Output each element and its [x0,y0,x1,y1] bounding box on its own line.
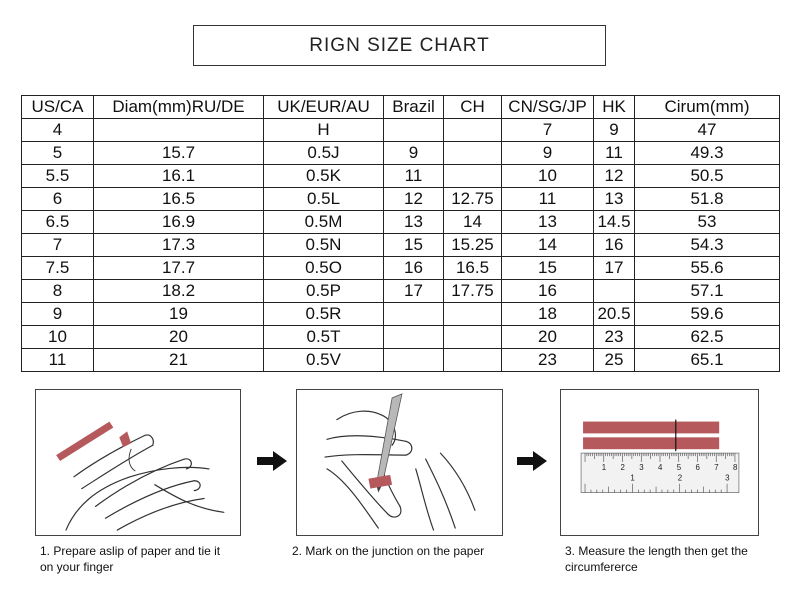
ruler-cm-label: 2 [620,462,625,472]
table-cell: 12 [384,188,444,211]
step-2-caption [292,543,522,559]
table-cell: 17 [594,257,635,280]
table-cell [94,119,264,142]
table-cell [444,119,502,142]
header-ch: CH [444,96,502,119]
arrow-right-icon [257,451,287,471]
table-cell: 65.1 [635,349,780,372]
table-cell: 0.5V [264,349,384,372]
table-cell: 10 [22,326,94,349]
table-cell: 9 [594,119,635,142]
table-cell: 11 [594,142,635,165]
table-cell: 20 [94,326,264,349]
table-cell: 0.5O [264,257,384,280]
table-cell: 0.5K [264,165,384,188]
table-cell: 16.5 [444,257,502,280]
hand-marking-paper-icon [297,390,502,535]
step-1-line-2: on your finger [40,560,114,574]
table-cell: 16 [502,280,594,303]
table-cell: 8 [22,280,94,303]
header-diameter: Diam(mm)RU/DE [94,96,264,119]
table-row [22,119,780,142]
ruler-measure-icon [561,390,758,535]
table-cell: 15.25 [444,234,502,257]
table-cell: 21 [94,349,264,372]
table-cell: 16.9 [94,211,264,234]
table-cell: 6 [22,188,94,211]
table-cell [594,280,635,303]
header-us-ca: US/CA [22,96,94,119]
table-cell: 18 [502,303,594,326]
table-row [22,165,780,188]
table-cell: 16 [594,234,635,257]
ruler-cm-label: 6 [695,462,700,472]
table-cell: 23 [502,349,594,372]
step2-illustration [296,389,503,536]
hand-with-paper-strip-icon [36,390,240,535]
table-row [22,188,780,211]
table-cell: 13 [384,211,444,234]
table-cell: 11 [22,349,94,372]
table-cell: 49.3 [635,142,780,165]
table-cell: 15 [384,234,444,257]
table-cell: 4 [22,119,94,142]
table-cell: 55.6 [635,257,780,280]
table-cell [384,349,444,372]
ruler-cm-label: 8 [732,462,738,472]
table-cell: 16.5 [94,188,264,211]
arrow-right-icon [517,451,547,471]
step-3-line-2: circumfererce [565,560,638,574]
header-circumference: Cirum(mm) [635,96,780,119]
table-cell: 15.7 [94,142,264,165]
table-cell: 19 [94,303,264,326]
paper-strip-bottom [583,437,719,449]
ring-size-table [21,95,780,372]
table-cell: 0.5L [264,188,384,211]
table-cell: 6.5 [22,211,94,234]
table-cell: 50.5 [635,165,780,188]
table-cell: 13 [594,188,635,211]
header-brazil: Brazil [384,96,444,119]
table-cell: 5 [22,142,94,165]
table-cell: 53 [635,211,780,234]
table-header-row [22,96,780,119]
table-cell: 14.5 [594,211,635,234]
ruler-inch-label: 3 [725,473,730,483]
table-row [22,326,780,349]
table-row [22,303,780,326]
table-cell: 5.5 [22,165,94,188]
ruler-inch-label: 1 [630,473,635,483]
table-cell: 13 [502,211,594,234]
table-cell: 17.3 [94,234,264,257]
table-cell [384,303,444,326]
table-cell: 47 [635,119,780,142]
table-cell: 16.1 [94,165,264,188]
table-cell: 59.6 [635,303,780,326]
ruler-cm-label: 4 [658,462,663,472]
table-cell: 7 [22,234,94,257]
table-cell: 10 [502,165,594,188]
ruler-cm-label: 7 [714,462,719,472]
table-cell: 9 [384,142,444,165]
table-cell: 17 [384,280,444,303]
table-row [22,257,780,280]
table-row [22,234,780,257]
table-cell [384,119,444,142]
table-cell: 11 [384,165,444,188]
table-cell [444,326,502,349]
table-cell: 62.5 [635,326,780,349]
table-cell: 0.5T [264,326,384,349]
ruler-inch-label: 2 [677,473,683,483]
table-cell: 0.5J [264,142,384,165]
table-cell: 12 [594,165,635,188]
step3-illustration [560,389,759,536]
header-uk-eur-au: UK/EUR/AU [264,96,384,119]
table-cell: 17.7 [94,257,264,280]
step1-illustration [35,389,241,536]
ruler-cm-label: 5 [676,462,682,472]
table-cell: 15 [502,257,594,280]
ruler-cm-label: 1 [601,462,607,472]
header-cn-sg-jp: CN/SG/JP [502,96,594,119]
table-cell: 51.8 [635,188,780,211]
table-row [22,211,780,234]
table-cell: 0.5R [264,303,384,326]
step-1-line-1: 1. Prepare aslip of paper and tie it [40,544,221,558]
table-cell [444,165,502,188]
table-cell: 57.1 [635,280,780,303]
table-cell: 17.75 [444,280,502,303]
table-cell [444,349,502,372]
table-cell [444,142,502,165]
step-1-caption [40,543,240,575]
table-cell: 14 [502,234,594,257]
table-row [22,349,780,372]
table-cell [444,303,502,326]
table-cell: 14 [444,211,502,234]
table-cell: 0.5N [264,234,384,257]
table-row [22,142,780,165]
table-cell: 12.75 [444,188,502,211]
table-cell: 25 [594,349,635,372]
step-2-line-1: 2. Mark on the junction on the paper [292,544,485,558]
table-cell: 18.2 [94,280,264,303]
table-cell: 16 [384,257,444,280]
table-cell: 7.5 [22,257,94,280]
chart-title: RIGN SIZE CHART [193,25,606,66]
table-cell: 9 [502,142,594,165]
step-3-caption [565,543,775,575]
table-cell: 54.3 [635,234,780,257]
table-cell: 20.5 [594,303,635,326]
table-cell: 0.5M [264,211,384,234]
table-cell [384,326,444,349]
table-cell: 20 [502,326,594,349]
table-cell: 11 [502,188,594,211]
step-3-line-1: 3. Measure the length then get the [565,544,748,558]
table-cell: 9 [22,303,94,326]
table-row [22,280,780,303]
table-cell: 0.5P [264,280,384,303]
table-cell: 23 [594,326,635,349]
paper-strip-top [583,422,719,434]
table-cell: H [264,119,384,142]
header-hk: HK [594,96,635,119]
table-cell: 7 [502,119,594,142]
ruler-cm-label: 3 [639,462,644,472]
